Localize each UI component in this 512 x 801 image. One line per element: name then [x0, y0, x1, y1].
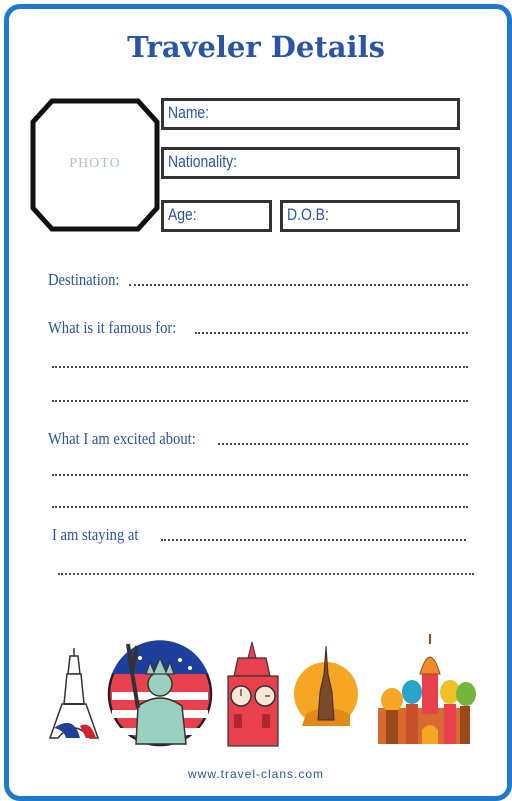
- excited-about-line-2[interactable]: [48, 458, 468, 480]
- excited-about-line-3[interactable]: [48, 490, 468, 512]
- dob-field-label: D.O.B:: [287, 205, 329, 224]
- famous-for-label: What is it famous for:: [48, 318, 177, 337]
- destination-label: Destination:: [48, 270, 120, 289]
- statue-of-liberty-icon: [109, 640, 211, 745]
- st-basils-cathedral-icon: [378, 634, 476, 744]
- dotted-line: [52, 506, 468, 508]
- nationality-field[interactable]: [161, 147, 460, 179]
- excited-about-label: What I am excited about:: [48, 429, 196, 448]
- dob-field[interactable]: [280, 200, 460, 232]
- page-title: Traveler Details: [127, 30, 385, 64]
- dotted-line: [161, 539, 466, 541]
- staying-at-line-2[interactable]: [54, 557, 474, 579]
- dotted-line: [52, 366, 468, 368]
- famous-for-line-3[interactable]: [48, 384, 468, 406]
- burj-khalifa-icon: [294, 646, 358, 726]
- staying-at-line[interactable]: [52, 523, 466, 545]
- footer-website: www.travel-clans.com: [187, 767, 325, 781]
- age-field[interactable]: [161, 200, 272, 232]
- landmarks-strip: [40, 634, 480, 748]
- staying-at-label: I am staying at: [52, 525, 139, 544]
- photo-label: PHOTO: [69, 156, 121, 171]
- dotted-line: [218, 443, 468, 445]
- dotted-line: [52, 474, 468, 476]
- dotted-line: [52, 400, 468, 402]
- excited-about-line[interactable]: [48, 427, 468, 449]
- dotted-line: [129, 284, 468, 286]
- name-field-label: Name:: [168, 103, 210, 122]
- nationality-field-label: Nationality:: [168, 152, 237, 171]
- dotted-line: [58, 573, 474, 575]
- famous-for-line-2[interactable]: [48, 350, 468, 372]
- eiffel-tower-icon: [50, 648, 98, 738]
- name-field[interactable]: [161, 98, 460, 130]
- age-field-label: Age:: [168, 205, 197, 224]
- dotted-line: [195, 332, 468, 334]
- destination-line[interactable]: [48, 268, 468, 290]
- famous-for-line[interactable]: [48, 316, 468, 338]
- big-ben-icon: [228, 642, 278, 746]
